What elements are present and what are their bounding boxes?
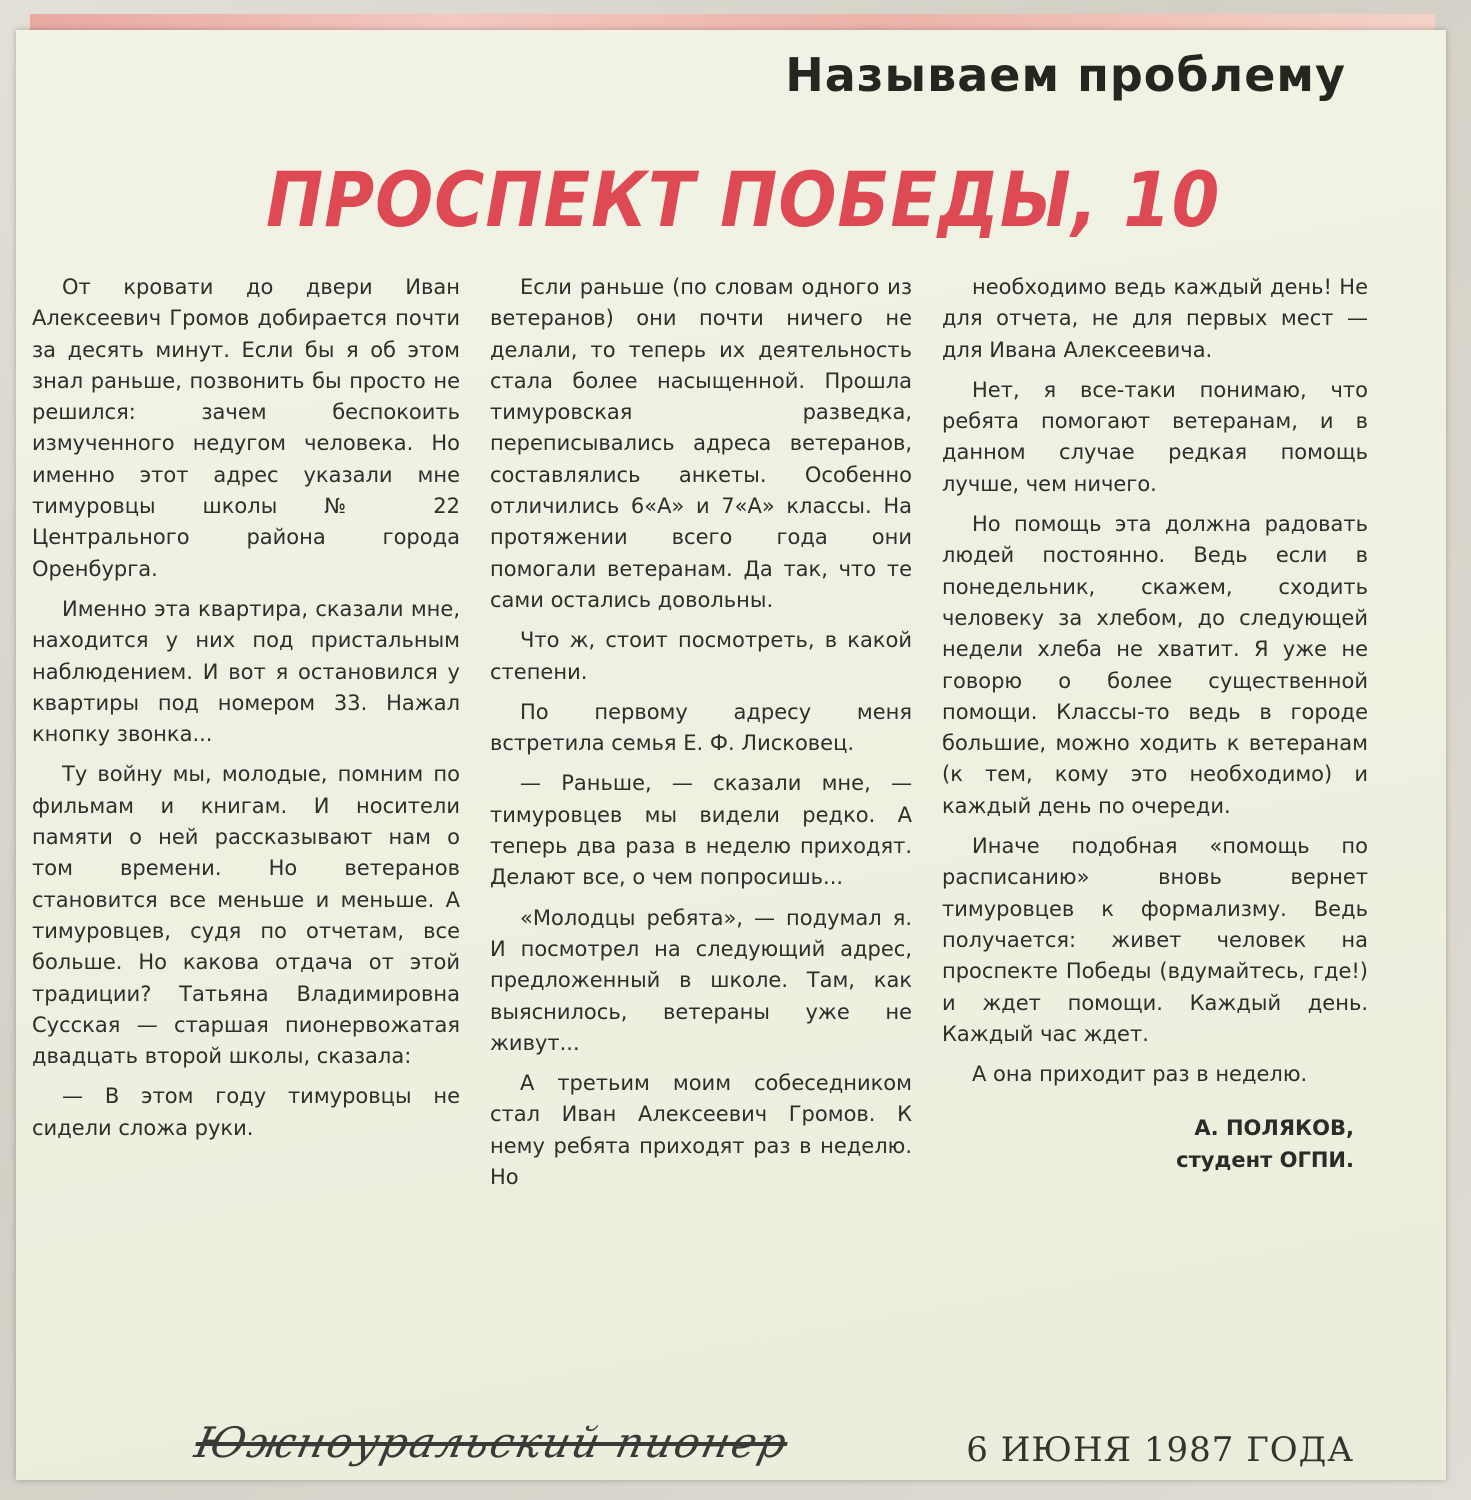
paragraph: По первому адресу меня встретила семья Е. Ф. Лисковец. xyxy=(490,699,912,756)
article-column-3 xyxy=(942,272,1368,1176)
paragraph: — Раньше, — сказали мне, — тимуровцев мы видели редко. А теперь два раза в неделю приходят. Делают все, о чем попросишь... xyxy=(490,771,912,890)
paragraph: Нет, я все-таки понимаю, что ребята помогают ветеранам, и в данном случае редкая помощь лучше, чем ничего. xyxy=(942,377,1368,496)
publication-date: 6 ИЮНЯ 1987 ГОДА xyxy=(966,1430,1354,1470)
author-role: студент ОГПИ. xyxy=(1176,1148,1354,1173)
paragraph: Ту войну мы, молодые, помним по фильмам и книгам. И носители памяти о ней рассказывают нам о том времени. Но ветеранов становится все меньше и меньше. А тимуровцев, судя по отчетам, все больше. Но какова отдача от этой традиции? Татьяна Владимировна Сусская — старшая пионервожатая двадцать второй школы, сказала: xyxy=(32,762,460,1069)
article-column-1 xyxy=(32,272,460,1153)
paragraph: необходимо ведь каждый день! Не для отчета, не для первых мест — для Ивана Алексеевича. xyxy=(942,275,1368,362)
author-signature xyxy=(942,1112,1368,1176)
paragraph: Но помощь эта должна радовать людей постоянно. Ведь если в понедельник, скажем, сходить человеку за хлебом, до следующей недели хлеба не хватит. Я уже не говорю о более существенной помощи. Классы-то ведь в городе большие, можно ходить к ветеранам (к тем, кому это необходимо) и каждый день по очереди. xyxy=(942,512,1368,818)
paragraph: Именно эта квартира, сказали мне, находится у них под пристальным наблюдением. И вот я остановился у квартиры под номером 33. Нажал кнопку звонка... xyxy=(32,596,460,747)
paragraph: От кровати до двери Иван Алексеевич Громов добирается почти за десять минут. Если бы я об этом знал раньше, позвонить бы просто не решился: зачем беспокоить измученного недугом человека. Но именно этот адрес указали мне тимуровцы школы № 22 Центрального района города Оренбурга. xyxy=(32,275,460,581)
author-name: А. ПОЛЯКОВ, xyxy=(1194,1116,1354,1141)
paragraph: — В этом году тимуровцы не сидели сложа руки. xyxy=(32,1084,460,1140)
paragraph: Что ж, стоит посмотреть, в какой степени. xyxy=(490,628,912,684)
paragraph: «Молодцы ребята», — подумал я. И посмотрел на следующий адрес, предложенный в школе. Там, как выяснилось, ветераны уже не живут... xyxy=(490,905,912,1055)
paragraph: А она приходит раз в неделю. xyxy=(972,1062,1308,1087)
article-column-2 xyxy=(490,272,912,1202)
handwritten-newspaper-name: Южноуральский пионер xyxy=(190,1418,793,1467)
paragraph: А третьим моим собеседником стал Иван Алексеевич Громов. К нему ребята приходят раз в неделю. Но xyxy=(490,1071,912,1190)
paragraph: Иначе подобная «помощь по расписанию» вновь вернет тимуровцев к формализму. Ведь получается: живет человек на проспекте Победы (вдумайтесь, где!) и ждет помощи. Каждый день. Каждый час ждет. xyxy=(942,834,1368,1046)
article-headline: ПРОСПЕКТ ПОБЕДЫ, 10 xyxy=(266,155,1221,244)
newspaper-clipping xyxy=(16,30,1446,1480)
paragraph: Если раньше (по словам одного из ветеранов) они почти ничего не делали, то теперь их деятельность стала более насыщенной. Прошла тимуровская разведка, переписывались адреса ветеранов, составлялись анкеты. Особенно отличились 6«А» и 7«А» классы. На протяжении всего года они помогали ветеранам. Да так, что те сами остались довольны. xyxy=(490,275,912,612)
rubric-heading: Называем проблему xyxy=(785,48,1346,102)
